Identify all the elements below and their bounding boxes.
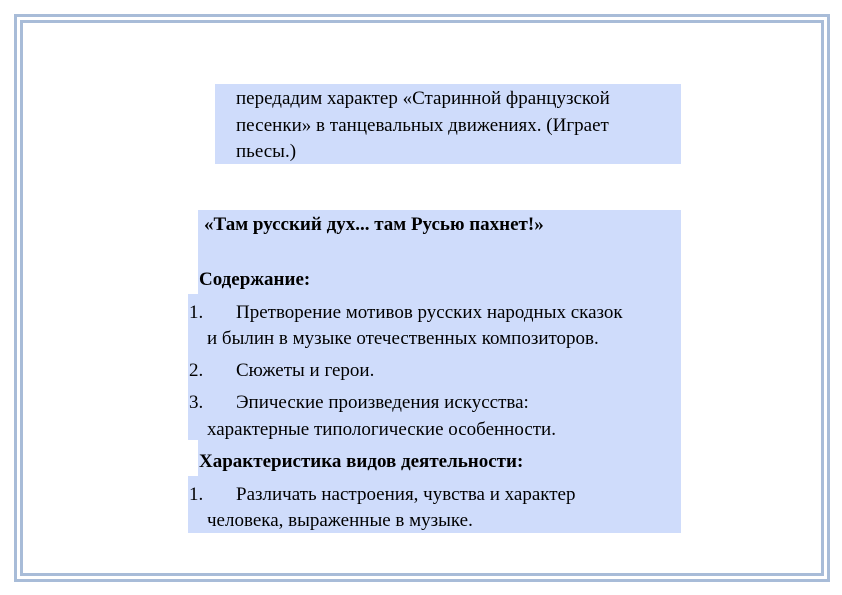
top-block-line: песенки» в танцевальных движениях. (Играет (236, 115, 609, 136)
list-item-text: Различать настроения, чувства и характер (236, 484, 576, 505)
content-heading: Содержание: (199, 269, 311, 290)
list-item-text: Претворение мотивов русских народных сказок (236, 302, 623, 323)
list-item-text-cont: и былин в музыке отечественных композиторов. (207, 328, 599, 349)
list-item-text-cont: характерные типологические особенности. (207, 419, 556, 440)
list-item-number: 3. (189, 392, 204, 413)
top-block-line: пьесы.) (236, 141, 297, 162)
list-item-number: 1. (189, 484, 204, 505)
section-title: «Там русский дух... там Русью пахнет!» (204, 214, 544, 235)
list-item-number: 2. (189, 360, 204, 381)
list-item-text: Эпические произведения искусства: (236, 392, 529, 413)
activities-heading: Характеристика видов деятельности: (199, 451, 524, 472)
top-block-line: передадим характер «Старинной французской (236, 88, 610, 109)
list-item-number: 1. (189, 302, 204, 323)
list-item-text: Сюжеты и герои. (236, 360, 375, 381)
list-item-text-cont: человека, выраженные в музыке. (207, 510, 473, 531)
